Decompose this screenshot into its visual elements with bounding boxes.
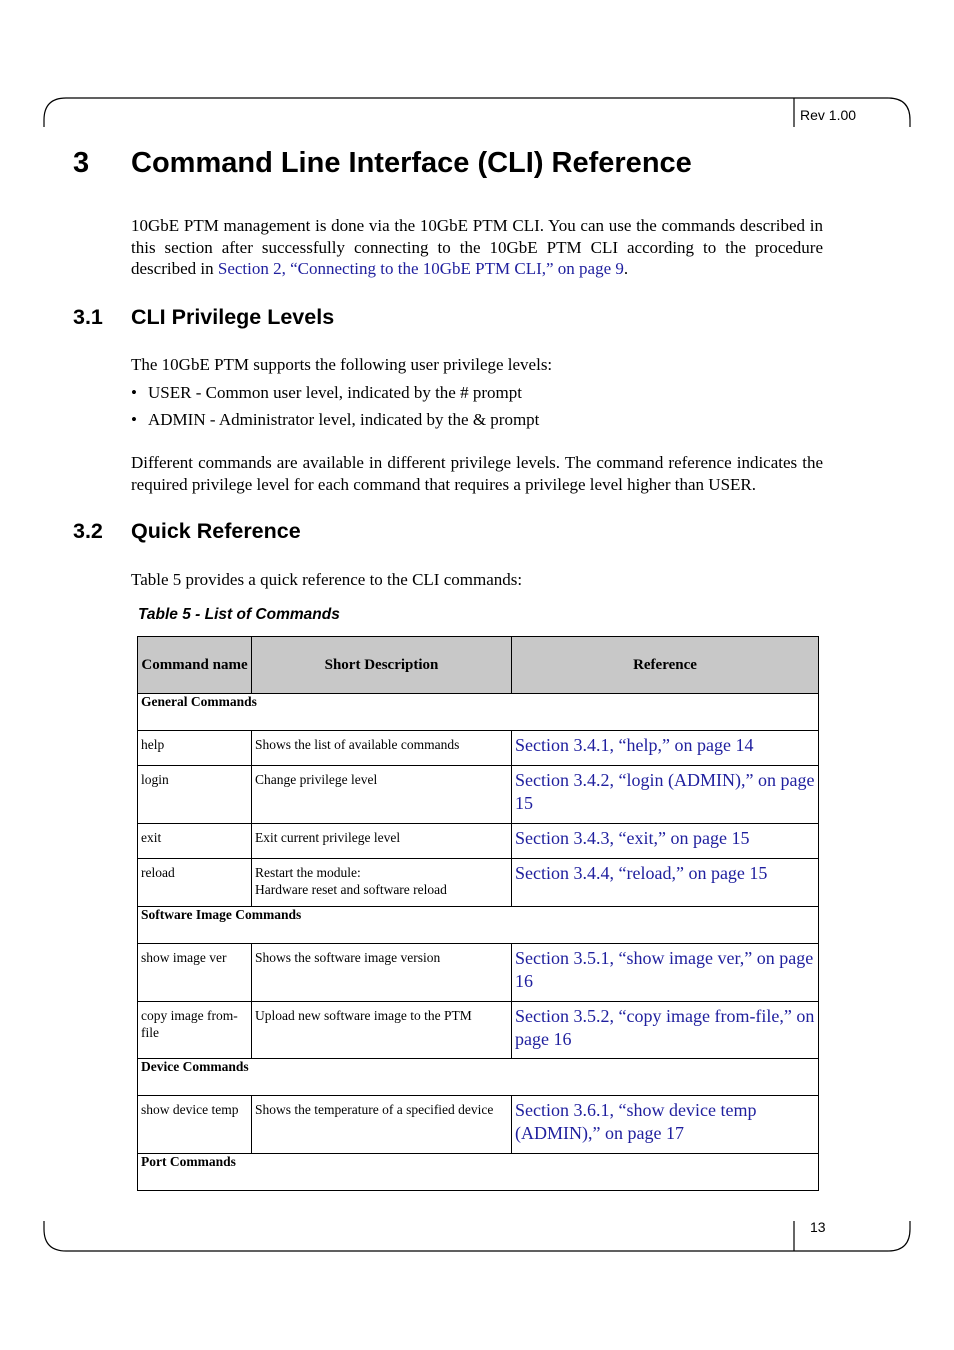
bullet-user-text: USER - Common user level, indicated by the # prompt [148,383,522,402]
command-cell: copy image from-file [138,1002,252,1059]
intro-paragraph [131,215,823,280]
reference-link[interactable]: Section 3.5.2, “copy image from-file,” on page 16 [512,1002,819,1059]
group-row-device [138,1059,819,1096]
intro-text: 10GbE PTM management is done via the 10GbE PTM CLI. You can use the commands described in this section after successfully connecting to the 10GbE PTM CLI according to the procedure described in [131,216,823,278]
command-cell: show image ver [138,944,252,1002]
description-cell: Change privilege level [252,766,512,824]
description-cell [252,859,512,907]
chapter-title: Command Line Interface (CLI) Reference [131,147,692,179]
privilege-note: Different commands are available in different privilege levels. The command reference indicates the required privilege level for each command that requires a privilege level higher than USER. [131,453,823,494]
bullet-user: • USER - Common user level, indicated by the # prompt [131,383,522,402]
header-command: Command name [138,637,252,694]
privilege-lead: The 10GbE PTM supports the following user privilege levels: [131,355,553,374]
command-cell: exit [138,824,252,859]
table-header-row [138,637,819,694]
revision-label: Rev 1.00 [800,107,857,123]
description-cell: Upload new software image to the PTM [252,1002,512,1059]
bullet-admin-text: ADMIN - Administrator level, indicated by the & prompt [148,410,540,429]
group-label: General Commands [138,694,819,731]
command-cell: show device temp [138,1096,252,1154]
chapter-number: 3 [73,147,90,179]
description-line-1: Restart the module: [255,865,361,880]
commands-table [137,636,819,1191]
table-row [138,766,819,824]
table-row [138,1002,819,1059]
group-row-general [138,694,819,731]
header-reference: Reference [512,637,819,694]
bullet-admin: • ADMIN - Administrator level, indicated by the & prompt [131,410,540,429]
header-description: Short Description [252,637,512,694]
table-row [138,731,819,766]
section-3-1-number: 3.1 [73,305,103,329]
section-3-2-title: Quick Reference [131,519,301,543]
group-label: Port Commands [138,1154,819,1191]
reference-link[interactable]: Section 3.4.3, “exit,” on page 15 [512,824,819,859]
description-line-2: Hardware reset and software reload [255,882,447,897]
quick-ref-lead: Table 5 provides a quick reference to the CLI commands: [131,570,523,589]
table-row [138,859,819,907]
intro-end: . [623,259,629,278]
group-row-software [138,907,819,944]
section-3-2-number: 3.2 [73,519,103,543]
description-cell: Shows the software image version [252,944,512,1002]
reference-link[interactable]: Section 3.4.4, “reload,” on page 15 [512,859,819,907]
group-label: Software Image Commands [138,907,819,944]
command-cell: help [138,731,252,766]
reference-link[interactable]: Section 3.4.2, “login (ADMIN),” on page 15 [512,766,819,824]
table-row [138,824,819,859]
table-row [138,944,819,1002]
description-cell: Shows the temperature of a specified device [252,1096,512,1154]
command-cell: login [138,766,252,824]
command-cell: reload [138,859,252,907]
group-row-port [138,1154,819,1191]
reference-link[interactable]: Section 3.6.1, “show device temp (ADMIN),” on page 17 [512,1096,819,1154]
section-3-1-title: CLI Privilege Levels [131,305,335,329]
reference-link[interactable]: Section 3.4.1, “help,” on page 14 [512,731,819,766]
table-row [138,1096,819,1154]
intro-link[interactable]: Section 2, “Connecting to the 10GbE PTM CLI,” on page 9 [217,259,624,278]
page-number: 13 [810,1219,826,1235]
group-label: Device Commands [138,1059,819,1096]
table-caption: Table 5 - List of Commands [138,606,340,623]
reference-link[interactable]: Section 3.5.1, “show image ver,” on page 16 [512,944,819,1002]
description-cell: Shows the list of available commands [252,731,512,766]
description-cell: Exit current privilege level [252,824,512,859]
